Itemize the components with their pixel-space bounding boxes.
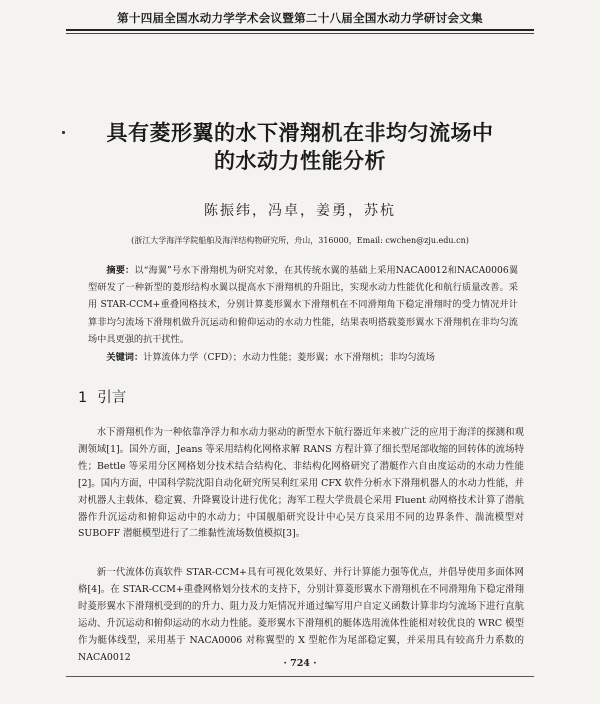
section-title: 引言 bbox=[97, 390, 127, 406]
page-number: · 724 · bbox=[283, 658, 317, 669]
keywords bbox=[88, 349, 518, 366]
abstract-label: 摘要： bbox=[106, 265, 135, 276]
header-rule-thin bbox=[66, 33, 534, 34]
footer-rule bbox=[66, 676, 534, 677]
abstract-text: 以“海翼”号水下滑翔机为研究对象，在其传统水翼的基础上采用NACA0012和NACA0006翼型研发了一种新型的菱形结构水翼以提高水下滑翔机的升阻比，实现水动力性能优化和航行质量改善。采用 STAR-CCM+重叠网格技术，分别计算菱形翼水下滑翔机在不同滑翔角下稳定滑翔时的受力情况并计算非均匀流场下滑翔机做升沉运动和俯仰运动的水动力性能，结果表明搭载菱形翼水下滑翔机在非均匀流场中具更强的抗干扰性。 bbox=[88, 265, 519, 345]
keywords-text: 计算流体力学（CFD）；水动力性能；菱形翼；水下滑翔机；非均匀流场 bbox=[143, 352, 435, 363]
header-rule-thick bbox=[66, 29, 534, 31]
keywords-label: 关键词： bbox=[106, 352, 144, 363]
paper-title-line-2: 的水动力性能分析 bbox=[214, 149, 386, 173]
affiliation: (浙江大学海洋学院船舶及海洋结构物研究所，舟山，316000，Email: cwchen@zju.edu.cn) bbox=[131, 236, 469, 245]
abstract bbox=[88, 262, 518, 348]
section-number: 1 bbox=[78, 390, 88, 406]
body-paragraph: 水下滑翔机作为一种依靠净浮力和水动力驱动的新型水下航行器近年来被广泛的应用于海洋的探测和观测领域[1]。国外方面，Jeans 等采用结构化网格求解 RANS 方程计算了细长型尾部收缩的回转体的流场特性；Bettle 等采用分区网格划分技术结合结构化、非结构化网格研究了潜艇作六自由度运动的水动力性能[2]。国内方面，中国科学院沈阳自动化研究所吴利红采用 CFX 软件分析水下滑翔机器人的水动力性能，并对机器人主载体、稳定翼、升降翼设计进行优化；海军工程大学贵晨仑采用 Fluent 动网格技术计算了潜航器作升沉运动和俯仰运动中的水动力；中国舰船研究设计中心吴方良采用不同的边界条件、湍流模型对 SUBOFF 潜艇模型进行了二维黏性流场数值模拟[3]。 bbox=[78, 427, 524, 540]
running-header: 第十四届全国水动力学学术会议暨第二十八届全国水动力学研讨会文集 bbox=[117, 11, 483, 25]
body-paragraph: 新一代流体仿真软件 STAR-CCM+具有可视化效果好、并行计算能力强等优点，并倡导使用多面体网格[4]。在 STAR-CCM+重叠网格划分技术的支持下，分别计算菱形翼水下滑翔机在不同滑翔角下稳定滑翔时菱形翼水下滑翔机受到的的升力、阻力及力矩情况并通过编写用户自定义函数计算非均匀流场下进行直航运动、升沉运动和俯仰运动的水动力性能。菱形翼水下滑翔机的艇体选用流体性能相对较优良的 WRC 模型作为艇体线型，采用基于 NACA0006 对称翼型的 X 型舵作为尾部稳定翼，并采用具有较高升力系数的 NACA0012 bbox=[78, 567, 524, 663]
author-list: 陈振纬，冯卓，姜勇，苏杭 bbox=[204, 203, 396, 219]
section-heading bbox=[78, 386, 126, 407]
paper-title-line-1: 具有菱形翼的水下滑翔机在非均匀流场中 bbox=[106, 121, 494, 145]
